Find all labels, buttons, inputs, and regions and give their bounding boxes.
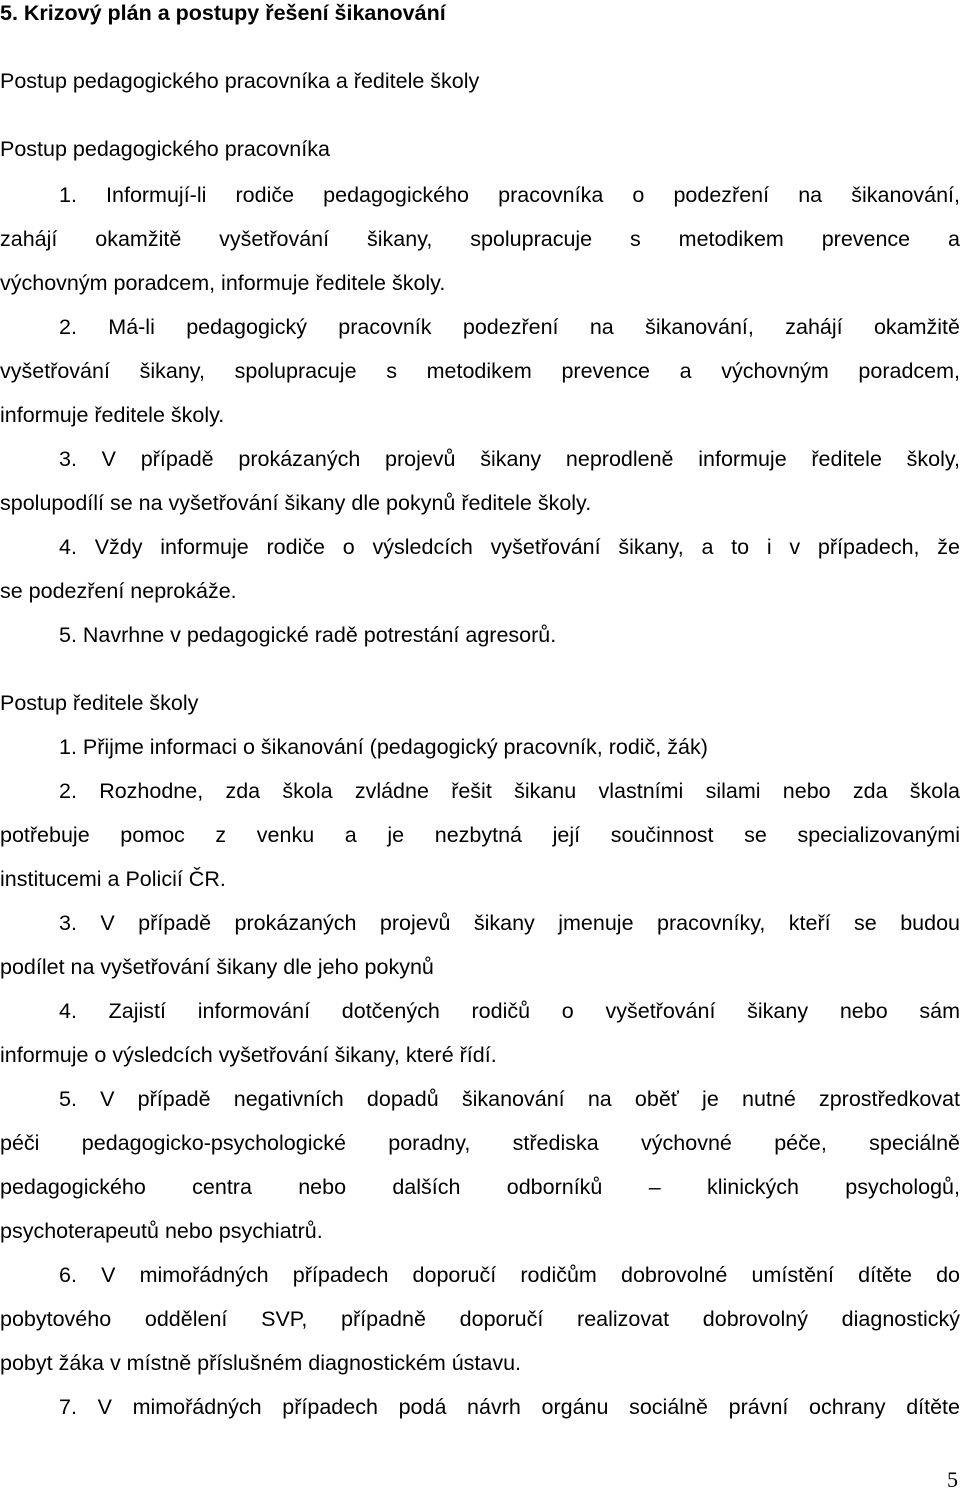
section-title-teacher: Postup pedagogického pracovníka xyxy=(0,137,330,161)
paragraph-line: se podezření neprokáže. xyxy=(0,579,237,603)
subheading: Postup pedagogického pracovníka a ředitele školy xyxy=(0,69,480,93)
paragraph-line: 3. V případě prokázaných projevů šikany neprodleně informuje ředitele školy, xyxy=(59,447,960,471)
paragraph-line: zahájí okamžitě vyšetřování šikany, spolupracuje s metodikem prevence a xyxy=(0,227,960,251)
paragraph-line: spolupodílí se na vyšetřování šikany dle pokynů ředitele školy. xyxy=(0,491,592,515)
page-number: 5 xyxy=(947,1467,958,1492)
paragraph-line: 4. Zajistí informování dotčených rodičů o vyšetřování šikany nebo sám xyxy=(59,999,960,1023)
paragraph-line: 5. Navrhne v pedagogické radě potrestání agresorů. xyxy=(59,623,557,647)
paragraph-line: 4. Vždy informuje rodiče o výsledcích vyšetřování šikany, a to i v případech, že xyxy=(59,535,960,559)
paragraph-line: pedagogického centra nebo dalších odborníků – klinických psychologů, xyxy=(0,1175,960,1199)
paragraph-line: 6. V mimořádných případech doporučí rodičům dobrovolné umístění dítěte do xyxy=(59,1263,960,1287)
paragraph-line: informuje ředitele školy. xyxy=(0,403,225,427)
paragraph-line: pobyt žáka v místně příslušném diagnostickém ústavu. xyxy=(0,1351,522,1375)
paragraph-line: 1. Přijme informaci o šikanování (pedagogický pracovník, rodič, žák) xyxy=(59,735,708,759)
paragraph-line: podílet na vyšetřování šikany dle jeho pokynů xyxy=(0,955,434,979)
paragraph-line: 5. V případě negativních dopadů šikanování na oběť je nutné zprostředkovat xyxy=(59,1087,960,1111)
paragraph-line: 2. Rozhodne, zda škola zvládne řešit šikanu vlastními silami nebo zda škola xyxy=(59,779,960,803)
paragraph-line: 7. V mimořádných případech podá návrh orgánu sociálně právní ochrany dítěte xyxy=(59,1395,960,1419)
paragraph-line: 2. Má-li pedagogický pracovník podezření na šikanování, zahájí okamžitě xyxy=(59,315,960,339)
section-title-director: Postup ředitele školy xyxy=(0,691,199,715)
paragraph-line: psychoterapeutů nebo psychiatrů. xyxy=(0,1219,323,1243)
paragraph-line: potřebuje pomoc z venku a je nezbytná její součinnost se specializovanými xyxy=(0,823,960,847)
paragraph-line: 3. V případě prokázaných projevů šikany jmenuje pracovníky, kteří se budou xyxy=(59,911,960,935)
paragraph-line: 1. Informují-li rodiče pedagogického pracovníka o podezření na šikanování, xyxy=(59,183,960,207)
paragraph-line: vyšetřování šikany, spolupracuje s metodikem prevence a výchovným poradcem, xyxy=(0,359,960,383)
paragraph-line: péči pedagogicko-psychologické poradny, střediska výchovné péče, speciálně xyxy=(0,1131,960,1155)
section-heading: 5. Krizový plán a postupy řešení šikanování xyxy=(0,1,446,25)
paragraph-line: informuje o výsledcích vyšetřování šikany, které řídí. xyxy=(0,1043,497,1067)
paragraph-line: pobytového oddělení SVP, případně doporučí realizovat dobrovolný diagnostický xyxy=(0,1307,960,1331)
paragraph-line: výchovným poradcem, informuje ředitele školy. xyxy=(0,271,446,295)
paragraph-line: institucemi a Policií ČR. xyxy=(0,867,226,891)
